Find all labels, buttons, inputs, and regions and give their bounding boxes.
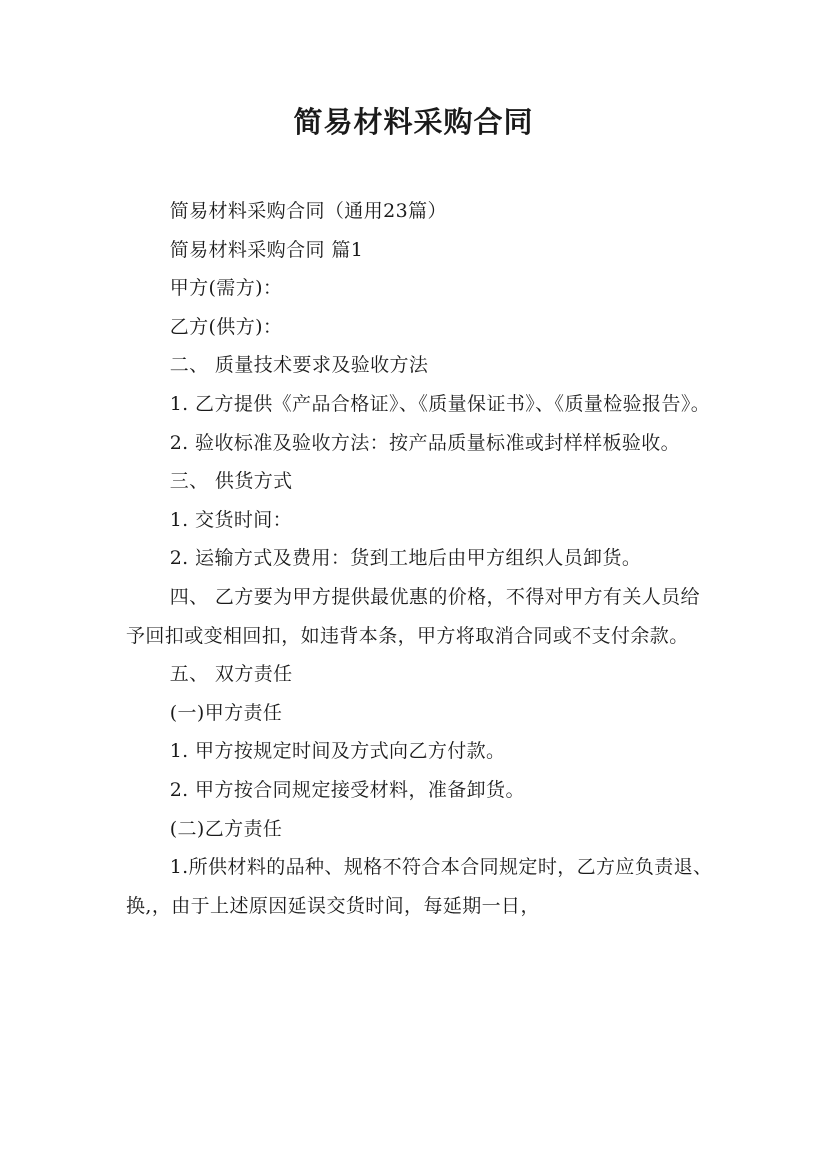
paragraph-subtitle: 简易材料采购合同（通用23篇） [169, 200, 447, 222]
paragraph-part-heading: 简易材料采购合同 篇1 [169, 238, 364, 261]
section-heading-supply: 三、 供货方式 [169, 470, 293, 493]
paragraph-supply-1: 1. 交货时间： [169, 508, 293, 531]
document-title: 简易材料采购合同 [293, 105, 534, 139]
section-heading-quality: 二、 质量技术要求及验收方法 [169, 354, 429, 377]
paragraph-quality-1: 1. 乙方提供《产品合格证》、《质量保证书》、《质量检验报告》。 [169, 392, 711, 415]
paragraph-party-a-2: 2. 甲方按合同规定接受材料，准备卸货。 [169, 778, 525, 801]
subsection-party-b: (二)乙方责任 [169, 817, 283, 840]
paragraph-quality-2: 2. 验收标准及验收方法：按产品质量标准或封样样板验收。 [169, 431, 681, 454]
subsection-party-a: (一)甲方责任 [169, 701, 283, 724]
paragraph-supply-2: 2. 运输方式及费用：货到工地后由甲方组织人员卸货。 [169, 547, 642, 570]
section-pricing: 四、 乙方要为甲方提供最优惠的价格，不得对甲方有关人员给予回扣或变相回扣，如违背本条，甲方将取消合同或不支付余款。 [126, 585, 700, 647]
document-body [126, 192, 716, 925]
paragraph-party-b-1: 1.所供材料的品种、规格不符合本合同规定时，乙方应负责退、换,，由于上述原因延误交货时间，每延期一日， [126, 856, 713, 917]
paragraph-party-a-1: 1. 甲方按规定时间及方式向乙方付款。 [169, 740, 506, 763]
paragraph-party-a: 甲方(需方)： [169, 277, 283, 300]
section-heading-responsibilities: 五、 双方责任 [169, 663, 293, 686]
paragraph-party-b: 乙方(供方)： [169, 315, 283, 338]
